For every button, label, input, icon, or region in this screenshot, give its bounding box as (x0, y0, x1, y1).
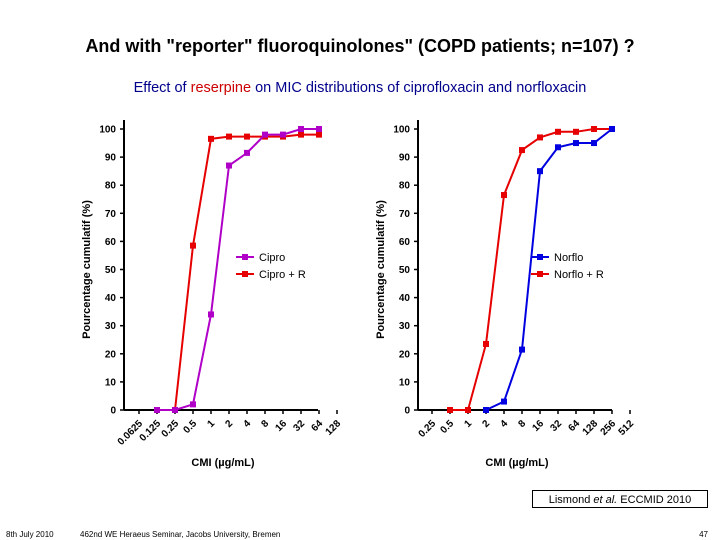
chart1-x-tick-label: 16 (273, 418, 290, 434)
chart1-y-tick-label: 10 (104, 377, 116, 389)
chart1-series-1-point (226, 163, 232, 169)
chart1-y-tick-label: 90 (104, 152, 116, 164)
chart1-series-1-point (190, 401, 196, 407)
chart1-legend-marker-1 (242, 254, 248, 260)
chart2-x-tick-label: 64 (566, 418, 583, 434)
chart2-y-tick-label: 10 (398, 377, 410, 389)
subtitle-part-1: Effect of (133, 80, 191, 96)
chart2-series-1-point (573, 140, 579, 146)
chart2-y-tick-label: 90 (398, 152, 410, 164)
chart2-series-2-point (537, 134, 543, 140)
chart2-y-tick-label: 60 (398, 236, 410, 248)
chart1-legend-label-1: Cipro (259, 252, 286, 264)
chart2-x-tick-label: 512 (616, 418, 637, 438)
chart1-x-tick-label: 4 (241, 418, 254, 431)
chart2-y-tick-label: 80 (398, 180, 410, 192)
chart1-series-2-point (316, 132, 322, 138)
chart1-y-tick-label: 100 (99, 124, 116, 136)
chart1-series-1-point (172, 407, 178, 413)
chart1-y-tick-label: 60 (104, 236, 116, 248)
chart2-y-tick-label: 30 (398, 321, 410, 333)
chart2-series-2-point (555, 129, 561, 135)
citation-box (532, 490, 708, 508)
chart2-x-tick-label: 16 (530, 418, 547, 434)
chart1-legend-label-2: Cipro + R (259, 269, 306, 281)
chart2-x-tick-label: 256 (598, 418, 619, 438)
chart1-x-tick-label: 0.5 (181, 418, 200, 436)
chart2-x-tick-label: 1 (462, 418, 475, 431)
chart1-x-tick-label: 64 (309, 418, 326, 434)
chart1-y-tick-label: 70 (104, 208, 116, 220)
chart2-x-axis-title: CMI (µg/mL) (485, 457, 549, 469)
chart2-legend-label-2: Norflo + R (554, 269, 604, 281)
chart2-legend-marker-1 (537, 254, 543, 260)
chart1-x-tick-label: 0.125 (137, 418, 164, 444)
chart2-series-2-point (501, 192, 507, 198)
chart2-series-1-point (555, 144, 561, 150)
chart1-series-2-point (190, 243, 196, 249)
chart1-x-tick-label: 2 (223, 418, 236, 431)
chart1-series-1-point (208, 311, 214, 317)
chart2-series-2-point (483, 341, 489, 347)
chart1-y-tick-label: 0 (110, 405, 116, 417)
chart1-series-1-point (280, 132, 286, 138)
chart2-y-tick-label: 20 (398, 349, 410, 361)
chart2-y-tick-label: 100 (393, 124, 410, 136)
chart2-x-tick-label: 128 (580, 418, 601, 438)
page-number: 47 (699, 530, 708, 539)
chart1-x-tick-label: 8 (259, 418, 272, 431)
citation-author: Lismond (548, 494, 594, 506)
chart2-x-tick-label: 0.25 (416, 418, 439, 440)
chart2-x-tick-label: 2 (480, 418, 493, 431)
chart1-series-2-point (226, 134, 232, 140)
chart1-series-1-point (244, 150, 250, 156)
chart1-x-tick-label: 32 (291, 418, 308, 434)
chart1-y-tick-label: 80 (104, 180, 116, 192)
chart2-legend-label-1: Norflo (554, 252, 584, 264)
chart1-x-tick-label: 1 (205, 418, 218, 431)
subtitle-highlight: reserpine (190, 80, 252, 96)
chart1-series-2-point (208, 136, 214, 142)
chart2-x-tick-label: 8 (516, 418, 529, 431)
chart1-y-tick-label: 40 (104, 293, 116, 305)
footer-event: 462nd WE Heraeus Seminar, Jacobs University, Bremen (80, 530, 281, 539)
chart1-series-1-point (262, 132, 268, 138)
footer-date: 8th July 2010 (6, 530, 54, 539)
chart2-y-tick-label: 40 (398, 293, 410, 305)
chart2-y-tick-label: 50 (398, 265, 410, 276)
citation-venue: ECCMID 2010 (617, 494, 692, 506)
chart2-y-tick-label: 70 (398, 208, 410, 220)
chart2-legend-marker-2 (537, 271, 543, 277)
chart1-y-tick-label: 30 (104, 321, 116, 333)
chart2-x-tick-label: 32 (548, 418, 565, 434)
chart2-series-2-point (573, 129, 579, 135)
chart1-y-tick-label: 20 (104, 349, 116, 361)
subtitle-part-3: on MIC distributions of ciprofloxacin and norfloxacin (251, 80, 587, 96)
chart1-x-axis-title: CMI (µg/mL) (191, 457, 255, 469)
chart1-y-axis-title: Pourcentage cumulatif (%) (81, 200, 93, 339)
chart1-x-tick-label: 128 (323, 418, 344, 438)
chart1-legend-marker-2 (242, 271, 248, 277)
chart2-series-1-point (591, 140, 597, 146)
chart2-series-2-point (519, 147, 525, 153)
chart2-series-2-point (465, 407, 471, 413)
chart2-series-1-point (501, 399, 507, 405)
slide-title: And with "reporter" fluoroquinolones" (COPD patients; n=107) ? (85, 36, 635, 56)
chart2-x-tick-label: 4 (498, 418, 511, 431)
chart1-x-tick-label: 0.0625 (115, 418, 146, 448)
chart1-series-2-point (298, 132, 304, 138)
chart1-series-1-point (298, 126, 304, 132)
chart2-series-2-point (591, 126, 597, 132)
chart1-series-1-point (154, 407, 160, 413)
chart2-series-1-point (537, 168, 543, 174)
chart2-y-axis-title: Pourcentage cumulatif (%) (375, 200, 387, 339)
chart1-x-tick-label: 0.25 (159, 418, 182, 440)
chart2-x-tick-label: 0.5 (438, 418, 457, 436)
chart2-series-2-point (447, 407, 453, 413)
citation-etal: et al. (593, 494, 618, 506)
chart1-y-tick-label: 50 (104, 265, 116, 276)
chart2-series-1-point (609, 126, 615, 132)
chart2-y-tick-label: 0 (404, 405, 410, 417)
chart1-series-1-point (316, 126, 322, 132)
chart2-series-1-point (519, 347, 525, 353)
chart2-series-1-point (483, 407, 489, 413)
chart1-series-2-point (244, 134, 250, 140)
